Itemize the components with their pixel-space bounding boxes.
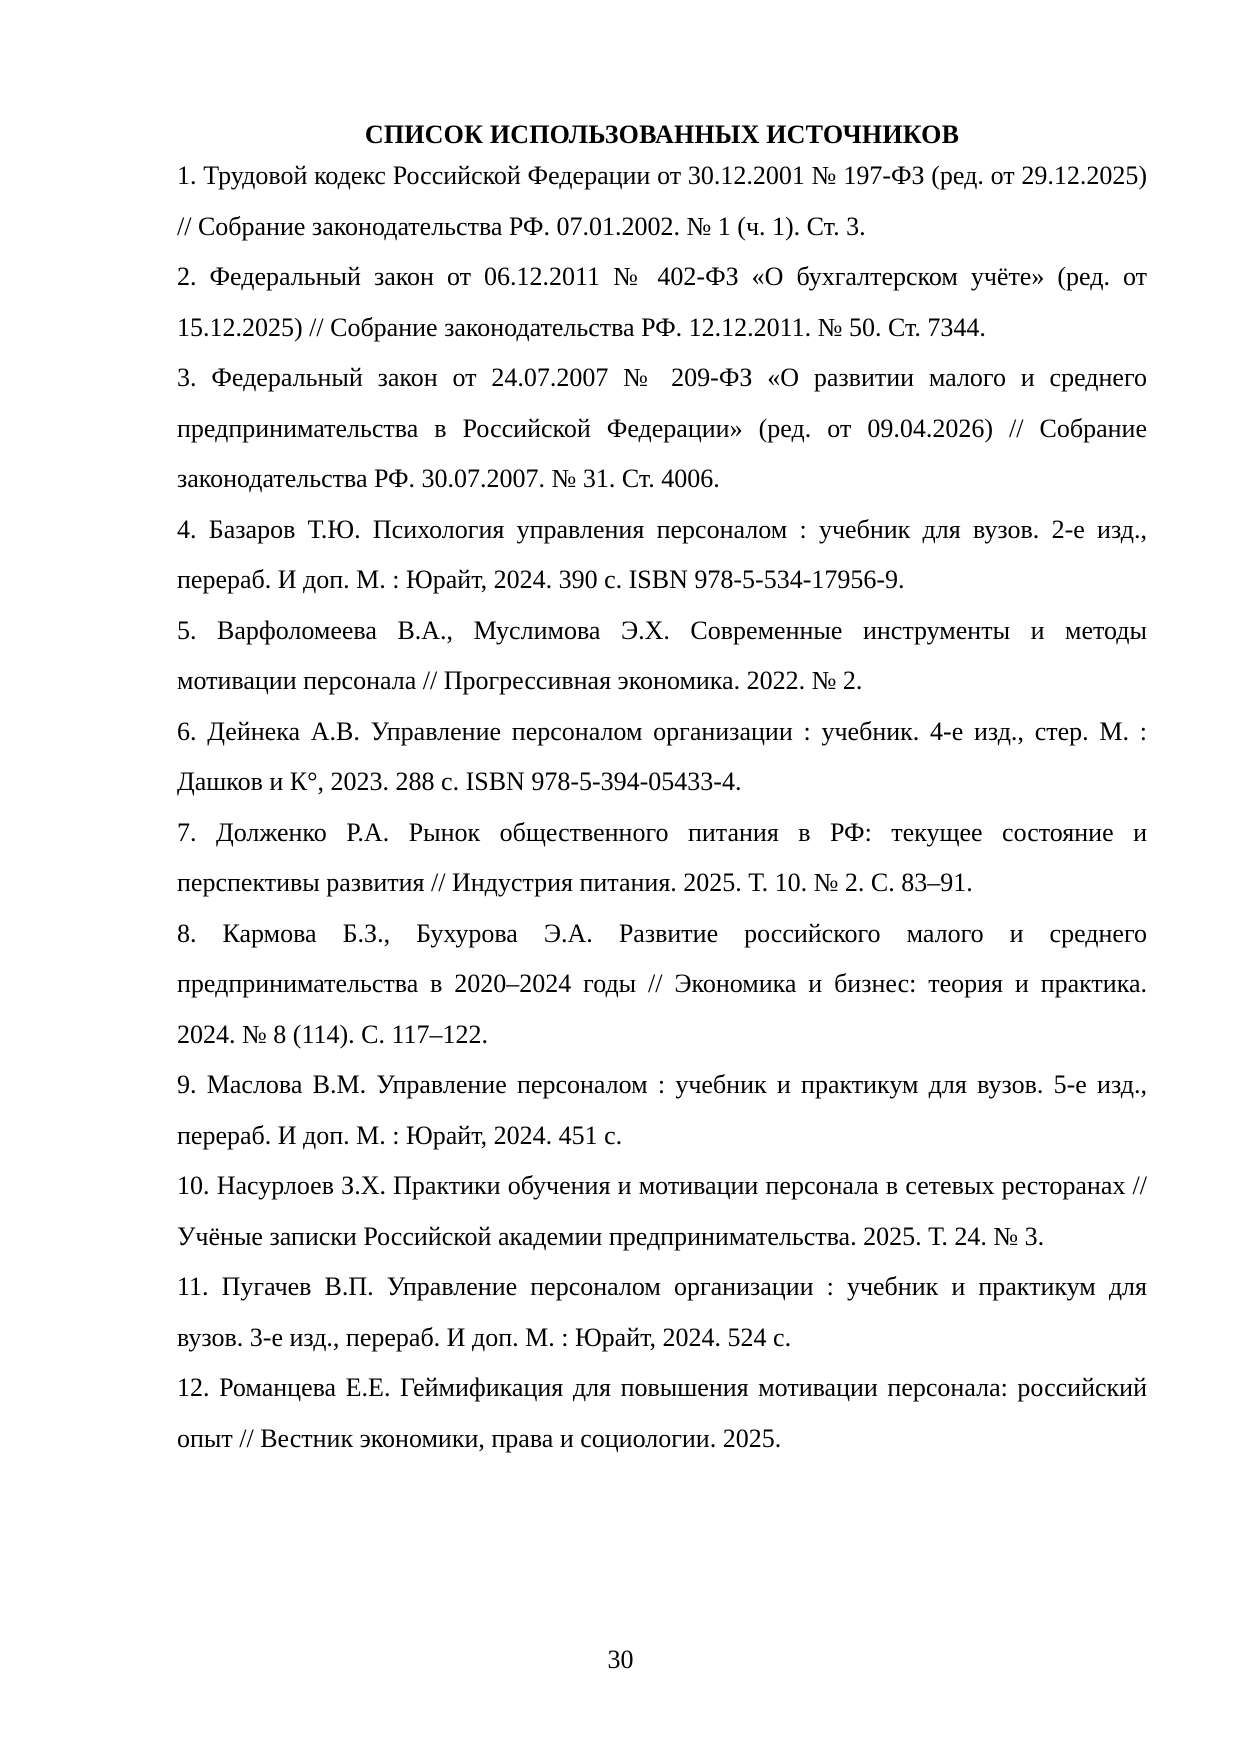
reference-item: 11. Пугачев В.П. Управление персоналом организации : учебник и практикум для вузов. 3-е изд., перераб. И доп. М. : Юрайт, 2024. 524 с. <box>177 1272 1147 1352</box>
page-title: СПИСОК ИСПОЛЬЗОВАННЫХ ИСТОЧНИКОВ <box>364 120 960 149</box>
reference-item: 12. Романцева Е.Е. Геймификация для повышения мотивации персонала: российский опыт // Вестник экономики, права и социологии. 2025. <box>177 1373 1147 1453</box>
page-content <box>177 115 1147 1464</box>
reference-item: 7. Долженко Р.А. Рынок общественного питания в РФ: текущее состояние и перспективы развития // Индустрия питания. 2025. Т. 10. № 2. С. 83–91. <box>177 817 1147 897</box>
reference-item: 2. Федеральный закон от 06.12.2011 № 402-ФЗ «О бухгалтерском учёте» (ред. от 15.12.2025) // Собрание законодательства РФ. 12.12.2011. № 50. Ст. 7344. <box>177 262 1147 342</box>
reference-item: 5. Варфоломеева В.А., Муслимова Э.Х. Современные инструменты и методы мотивации персонала // Прогрессивная экономика. 2022. № 2. <box>177 615 1147 695</box>
references-list <box>177 151 1147 1464</box>
reference-item: 9. Маслова В.М. Управление персоналом : учебник и практикум для вузов. 5-е изд., перераб. И доп. М. : Юрайт, 2024. 451 с. <box>177 1070 1147 1150</box>
reference-item: 8. Кармова Б.З., Бухурова Э.А. Развитие российского малого и среднего предпринимательства в 2020–2024 годы // Экономика и бизнес: теория и практика. 2024. № 8 (114). С. 117–122. <box>177 918 1147 1049</box>
reference-item: 10. Насурлоев З.Х. Практики обучения и мотивации персонала в сетевых ресторанах // Учёные записки Российской академии предпринимательства. 2025. Т. 24. № 3. <box>177 1171 1147 1251</box>
page-number: 30 <box>607 1645 634 1674</box>
reference-item: 6. Дейнека А.В. Управление персоналом организации : учебник. 4-е изд., стер. М. : Дашков и К°, 2023. 288 с. ISBN 978-5-394-05433-4. <box>177 716 1147 796</box>
reference-item: 4. Базаров Т.Ю. Психология управления персоналом : учебник для вузов. 2-е изд., перераб. И доп. М. : Юрайт, 2024. 390 с. ISBN 978-5-534-17956-9. <box>177 514 1147 594</box>
reference-item: 3. Федеральный закон от 24.07.2007 № 209-ФЗ «О развитии малого и среднего предпринимательства в Российской Федерации» (ред. от 09.04.2026) // Собрание законодательства РФ. 30.07.2007. № 31. Ст. 4006. <box>177 363 1147 493</box>
reference-item: 1. Трудовой кодекс Российской Федерации от 30.12.2001 № 197-ФЗ (ред. от 29.12.2025) // Собрание законодательства РФ. 07.01.2002. № 1 (ч. 1). Ст. 3. <box>177 161 1147 241</box>
